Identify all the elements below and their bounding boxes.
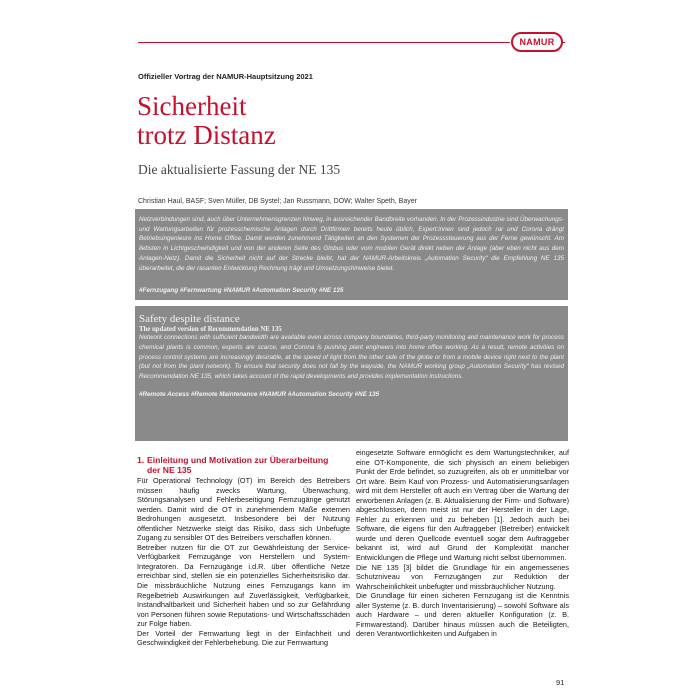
abstract-box: [135, 209, 568, 441]
authors: Christian Haul, BASF; Sven Müller, DB Systel; Jan Russmann, DOW; Walter Speth, Bayer: [138, 198, 417, 205]
abstract-german: Netzverbindungen sind, auch über Unternehmensgrenzen hinweg, in ausreichender Bandbreite vorhanden. In der Prozessindustrie sind Überwachungs- und Wartungsarbeiten für prozesschemische Anlagen durch Drittfirmen bereits heute üblich, Expert:innen sind jedoch rar und Corona drängt Betriebsingenieure ins Home Office. Damit werden zunehmend Tätigkeiten an den Systemen der Prozesssteuerung aus der Ferne gewünscht. Am liebsten in Lichtgeschwindigkeit und von der anderen Seite des Globus oder vom mobilen Gerät direkt neben der Anlage (aber eben nicht aus dem Anlagen-Netz). Damit die Sicherheit nicht auf der Strecke bleibt, hat der NAMUR-Arbeitskreis „Automation Security“ die Empfehlung NE 135 überarbeitet, die der rasanten Entwicklung Rechnung trägt und Umsetzungshinweise bietet.: [139, 216, 564, 272]
paragraph: Die NE 135 [3] bildet die Grundlage für ein angemessenes Schutzniveau von Fernzugängen zur Reduktion der Wahrscheinlichkeit unbefugter und missbräuchlicher Nutzung.: [356, 562, 569, 591]
kicker: Offizieller Vortrag der NAMUR-Hauptsitzung 2021: [138, 72, 313, 81]
section-number: 1.: [137, 455, 145, 465]
namur-logo-text: NAMUR: [519, 37, 555, 47]
namur-logo: [511, 32, 563, 52]
abstract-separator: [135, 300, 568, 306]
abstract-english-subtitle: The updated version of Recommendation NE 135: [139, 326, 282, 334]
header-rule-end: [561, 42, 565, 43]
section-heading-line2: der NE 135: [147, 465, 192, 475]
paragraph: Für Operational Technology (OT) im Bereich des Betreibers müssen häufig zwecks Wartung, Überwachung, Störungsanalysen und Fehlerbeseitigung Fernzugänge genutzt werden. Damit wird die OT in zunehmendem Maße externen Bedrohungen ausgesetzt. Insbesondere bei der Nutzung öffentlicher Netzwerke steigt das Risiko, dass sich Unbefugte Zugang zu sensibler OT des Betreibers verschaffen können.: [137, 476, 350, 543]
article-title-line1: Sicherheit: [137, 91, 247, 121]
paragraph: eingesetzte Software ermöglicht es dem Wartungstechniker, auf eine OT-Komponente, die sich physisch an einem beliebigen Punkt der Erde befindet, so zuzugreifen, als ob er unmittelbar vor Ort wäre. Beim Kauf von Prozess- und Automatisierungsanlagen wird mit dem Hersteller oft auch ein Vertrag über die Wartung der erworbenen Anlagen (z. B. Aktualisierung der Firm- und Software) abgeschlossen, denn meist ist nur der Hersteller in der Lage, Fehler zu erkennen und zu beheben [1]. Jedoch auch bei Software, die eigens für den Auftraggeber (Betreiber) entwickelt wurde und deren Quellcode eventuell sogar dem Auftraggeber bekannt ist, wird auf Grund der Komplexität mancher Entwicklungen die Pflege und Wartung nicht selbst übernommen.: [356, 448, 569, 563]
body-column-right: [356, 448, 569, 639]
keywords-german: #Fernzugang #Fernwartung #NAMUR #Automation Security #NE 135: [139, 287, 344, 295]
header-rule: [138, 42, 510, 43]
page-number: 91: [556, 678, 565, 687]
section-heading-line1: Einleitung und Motivation zur Überarbeitung: [147, 455, 329, 465]
article-title-line2: trotz Distanz: [137, 120, 276, 150]
article-subtitle: Die aktualisierte Fassung der NE 135: [138, 162, 341, 177]
paragraph: Der Vorteil der Fernwartung liegt in der Einfachheit und Geschwindigkeit der Fehlerbehebung. Die zur Fernwartung: [137, 628, 350, 648]
paragraph: Betreiber nutzen für die OT zur Gewährleistung der Service-Verfügbarkeit Fernzugänge von Herstellern und System-Integratoren. Da Fernzugänge i.d.R. über öffentliche Netze erreichbar sind, stellen sie ein potenzielles Sicherheitsrisiko dar. Die missbräuchliche Nutzung eines Fernzugangs kann im Regelbetrieb Auswirkungen auf Zuverlässigkeit, Verfügbarkeit, Instandhaltbarkeit und Sicherheit haben und so zur Gefährdung von Personen führen sowie Reputations- und Wirtschaftsschäden zur Folge haben.: [137, 542, 350, 629]
section-heading: [137, 455, 350, 475]
paragraph: Die Grundlage für einen sicheren Fernzugang ist die Kenntnis aller Systeme (z. B. durch Inventarisierung) – sowohl Software als auch Hardware – und deren aktueller Konfiguration (z. B. Firmwarestand). Darüber hinaus müssen auch die Beteiligten, deren Verantwortlichkeiten und Aufgaben in: [356, 591, 569, 639]
abstract-english: Network connections with sufficient bandwidth are available even across company boundaries, third-party monitoring and maintenance work for process chemical plants is common, experts are scarce, and Corona is pushing plant engineers into home office working. As a result, remote activities on process control systems are increasingly desirable, at the speed of light from the other side of the globe or from a mobile device right next to the plant (but not from the plant network). To ensure that security does not fall by the wayside, the NAMUR working group „Automation Security“ has revised Recommendation NE 135, which takes account of the rapid developments and provides implementation instructions.: [139, 334, 564, 381]
abstract-english-title: Safety despite distance: [139, 313, 240, 326]
article-title: [137, 92, 276, 150]
body-column-left: [137, 455, 350, 648]
keywords-english: #Remote Access #Remote Maintenance #NAMUR #Automation Security #NE 135: [139, 390, 380, 398]
